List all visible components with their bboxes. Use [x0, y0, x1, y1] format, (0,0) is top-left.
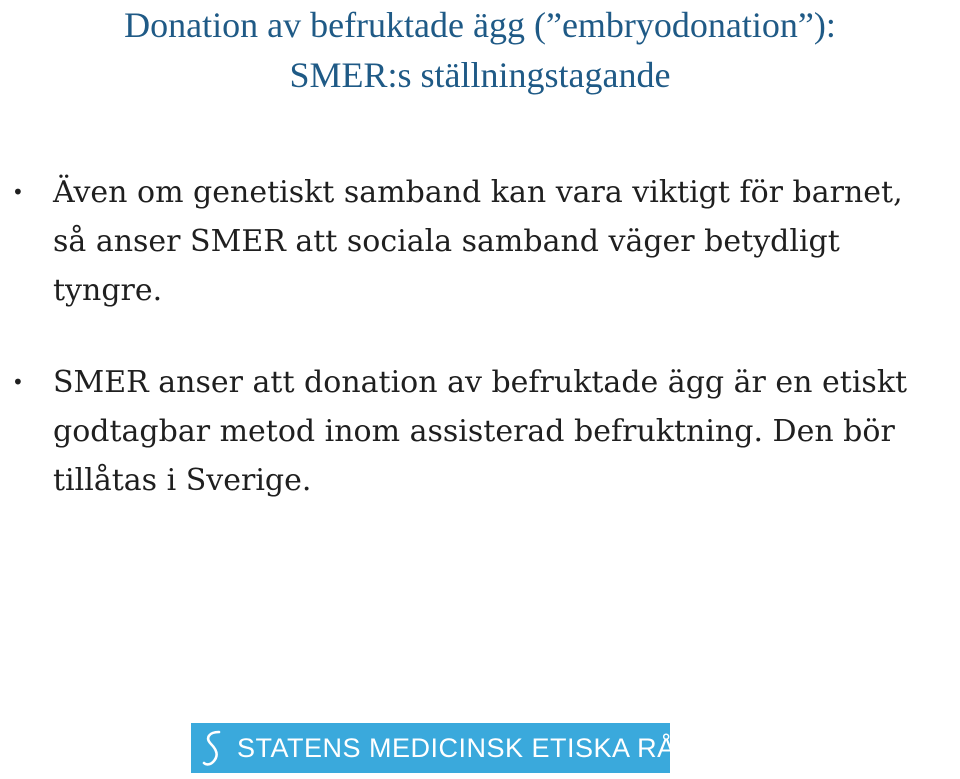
organization-logo	[191, 723, 696, 773]
bullet-text-line: Även om genetiskt samband kan vara viktigt för barnet,	[53, 175, 903, 210]
bullet-text-line: godtagbar metod inom assisterad befruktning. Den bör	[53, 414, 895, 449]
bullet-dot-icon: •	[12, 180, 24, 204]
slide-title-line: SMER:s ställningstagande	[289, 55, 671, 95]
bullet-text-line: tyngre.	[53, 273, 163, 308]
bullet-text-line: så anser SMER att sociala samband väger betydligt	[53, 224, 840, 259]
bullet-dot-icon: •	[12, 370, 24, 394]
bullet-list	[0, 168, 960, 505]
slide-title-line: Donation av befruktade ägg (”embryodonation”):	[124, 5, 836, 45]
s-curve-logo-icon	[197, 728, 229, 768]
bullet-text-line: tillåtas i Sverige.	[53, 463, 312, 498]
slide-title	[0, 0, 960, 100]
organization-name: STATENS MEDICINSK ETISKA RÅD	[237, 732, 696, 763]
bullet-item	[0, 358, 960, 505]
bullet-item	[0, 168, 960, 315]
bullet-text-line: SMER anser att donation av befruktade ägg är en etiskt	[53, 365, 908, 400]
